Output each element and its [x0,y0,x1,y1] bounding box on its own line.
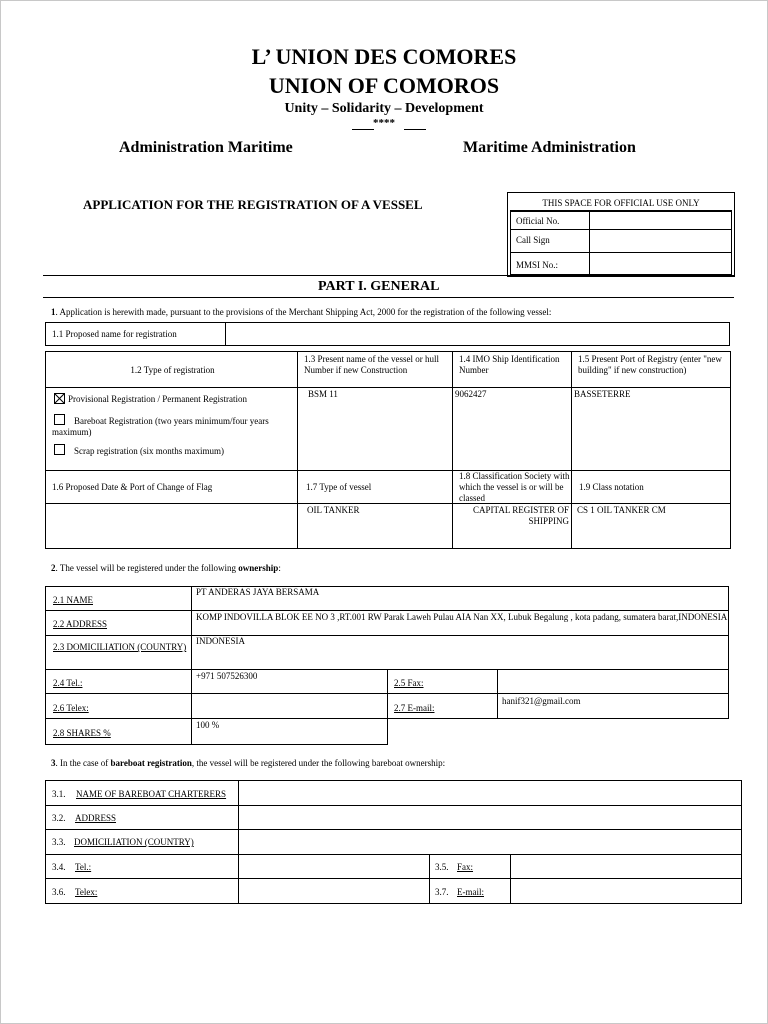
bareboat-name-num: 3.1. [52,789,66,799]
vessel-type-label: 1.7 Type of vessel [306,482,372,492]
title-french: L’ UNION DES COMORES [251,44,517,69]
bareboat-tel-label: Tel.: [75,862,92,872]
owner-shares-label: 2.8 SHARES % [53,728,111,738]
bareboat-telex-num: 3.6. [52,887,66,897]
imo-label: 1.4 IMO Ship Identification Number [459,354,560,375]
imo-field[interactable]: 9062427 [452,387,572,471]
vessel-type-field[interactable]: OIL TANKER [297,503,453,549]
part1-bottom-rule [43,297,734,298]
provisional-label: Provisional Registration / Permanent Registration [68,394,247,404]
bareboat-tel-num: 3.4. [52,862,66,872]
bareboat-telex-field[interactable] [238,878,430,904]
bareboat-domicile-field[interactable] [238,829,742,855]
admin-french: Administration Maritime [119,139,293,156]
owner-fax-field[interactable] [497,669,729,694]
owner-tel-label: 2.4 Tel.: [53,678,83,688]
part1-top-rule [43,275,734,276]
class-society-label: 1.8 Classification Society with which the vessel is or will be classed [459,471,570,503]
owner-address-label: 2.2 ADDRESS [53,619,108,629]
admin-english: Maritime Administration [463,139,636,156]
type-registration-label: 1.2 Type of registration [130,365,215,375]
call-sign-label: Call Sign [516,235,550,245]
official-use-box [507,192,735,277]
owner-name-label: 2.1 NAME [53,595,93,605]
owner-domicile-field[interactable]: INDONESIA [191,635,729,670]
class-notation-label: 1.9 Class notation [579,482,644,492]
part1-intro: 1. Application is herewith made, pursuant to the provisions of the Merchant Shipping Act, 2000 for the registration of the following vessel: [51,307,552,317]
registration-options [45,387,298,471]
owner-name-field[interactable]: PT ANDERAS JAYA BERSAMA [191,586,729,611]
application-title: APPLICATION FOR THE REGISTRATION OF A VESSEL [83,197,423,212]
mmsi-field[interactable] [589,252,732,275]
provisional-checkbox[interactable] [54,393,65,404]
part1-heading: PART I. GENERAL [318,279,440,294]
owner-telex-field[interactable] [191,693,388,719]
port-registry-field[interactable]: BASSETERRE [571,387,731,471]
call-sign-field[interactable] [589,229,732,253]
official-use-title: THIS SPACE FOR OFFICIAL USE ONLY [542,198,700,208]
bareboat-intro: 3. In the case of bareboat registration, the vessel will be registered under the following bareboat ownership: [51,758,446,768]
present-name-field[interactable]: BSM 11 [297,387,453,471]
owner-email-field[interactable]: hanif321@gmail.com [497,693,729,719]
owner-fax-label: 2.5 Fax: [394,678,424,688]
bareboat-fax-field[interactable] [510,854,742,879]
ownership-intro: 2. The vessel will be registered under the following ownership: [51,563,281,573]
flag-change-label: 1.6 Proposed Date & Port of Change of Flag [52,482,213,492]
bareboat-email-num: 3.7. [435,887,449,897]
owner-email-label: 2.7 E-mail: [394,703,435,713]
scrap-label: Scrap registration (six months maximum) [74,446,224,456]
port-registry-label: 1.5 Present Port of Registry (enter "new building" if new construction) [578,354,722,375]
bareboat-tel-field[interactable] [238,854,430,879]
owner-tel-field[interactable]: +971 507526300 [191,669,388,694]
bareboat-label: Bareboat Registration (two years minimum/four years maximum) [52,416,269,437]
owner-address-field[interactable]: KOMP INDOVILLA BLOK EE NO 3 ,RT.001 RW Parak Laweh Pulau AIA Nan XX, Lubuk Begalung , kota padang, sumatera barat,INDONESIA [191,610,729,636]
proposed-name-field[interactable] [225,322,730,346]
class-notation-field[interactable]: CS 1 OIL TANKER CM [571,503,731,549]
bareboat-address-field[interactable] [238,805,742,830]
bareboat-fax-num: 3.5. [435,862,449,872]
bareboat-email-field[interactable] [510,878,742,904]
bareboat-domicile-label: DOMICILIATION (COUNTRY) [74,837,194,847]
bareboat-name-label: NAME OF BAREBOAT CHARTERERS [76,789,227,799]
bareboat-domicile-num: 3.3. [52,837,66,847]
proposed-name-label: 1.1 Proposed name for registration [52,329,177,339]
bareboat-address-label: ADDRESS [75,813,117,823]
stars-right-line [404,129,426,130]
class-society-field[interactable]: CAPITAL REGISTER OF SHIPPING [452,503,572,549]
owner-domicile-label: 2.3 DOMICILIATION (COUNTRY) [53,642,187,652]
motto: Unity – Solidarity – Development [284,101,484,116]
stars: **** [373,117,395,129]
bareboat-address-num: 3.2. [52,813,66,823]
bareboat-fax-label: Fax: [457,862,474,872]
bareboat-name-field[interactable] [238,780,742,806]
flag-change-field[interactable] [45,503,298,549]
official-no-field[interactable] [589,211,732,230]
title-english: UNION OF COMOROS [268,73,500,98]
present-name-label: 1.3 Present name of the vessel or hull Number if new Construction [304,354,439,375]
scrap-checkbox[interactable] [54,444,65,455]
mmsi-label: MMSI No.: [516,260,559,270]
bareboat-email-label: E-mail: [457,887,484,897]
owner-shares-field[interactable]: 100 % [191,718,388,745]
bareboat-telex-label: Telex: [75,887,98,897]
official-no-label: Official No. [516,216,560,226]
owner-telex-label: 2.6 Telex: [53,703,89,713]
stars-left-line [352,129,374,130]
